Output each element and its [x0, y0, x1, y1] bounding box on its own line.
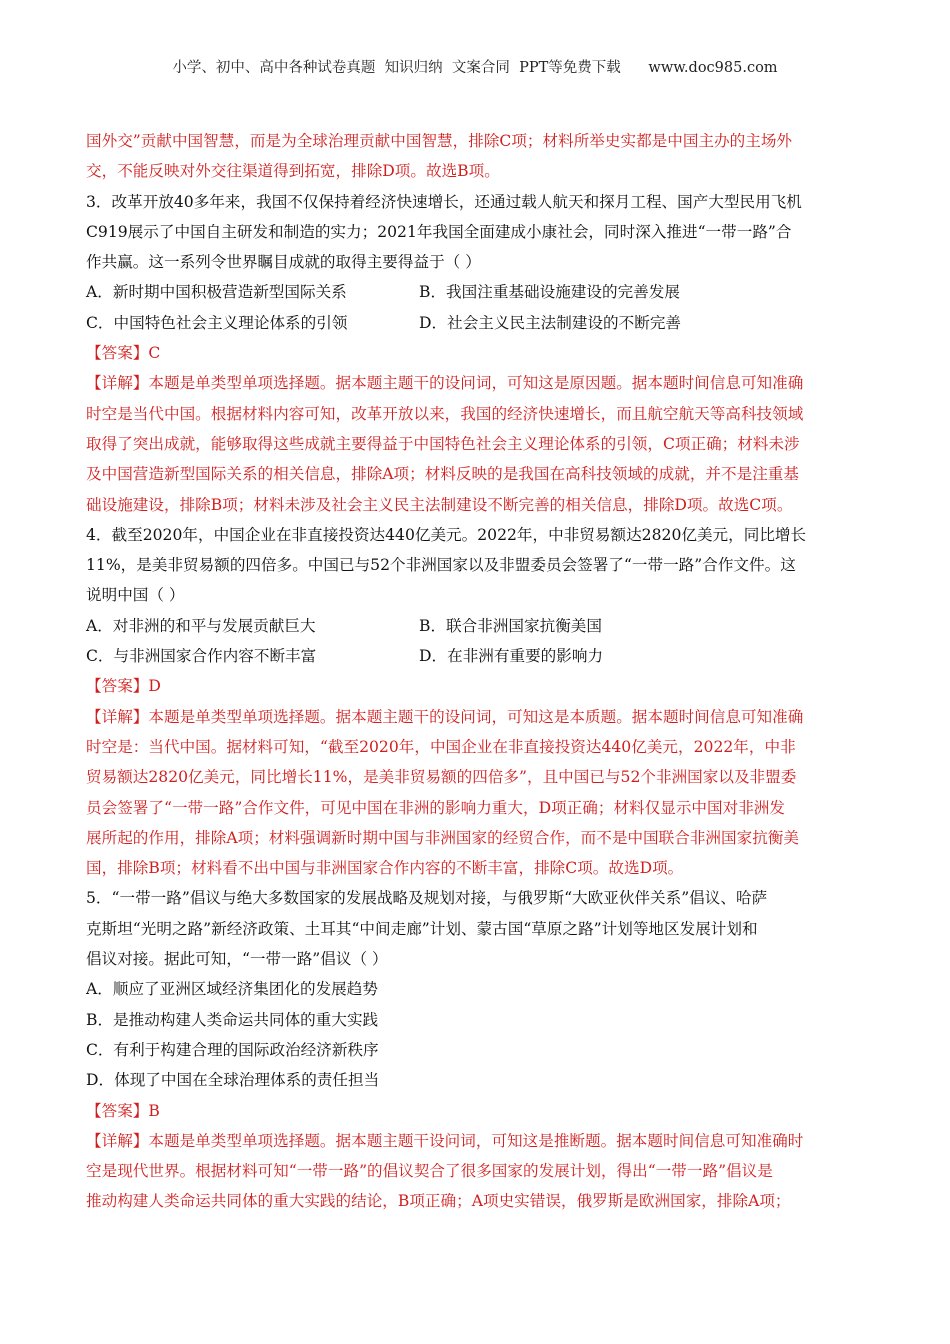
page-header: 小学、初中、高中各种试卷真题 知识归纳 文案合同 PPT等免费下载 www.doc985.com — [172, 60, 778, 76]
q4-explain-line: 贸易额达2820亿美元，同比增长11%，是美非贸易额的四倍多”，且中国已与52个非洲国家以及非盟委 — [86, 768, 797, 787]
q5-explain-line: 空是现代世界。根据材料可知“一带一路”的倡议契合了很多国家的发展计划，得出“一带一路”倡议是 — [86, 1162, 773, 1181]
q5-stem-line: 5．“一带一路”倡议与绝大多数国家的发展战略及规划对接，与俄罗斯“大欧亚伙伴关系”倡议、哈萨 — [86, 889, 768, 908]
q4-explain-line: 国，排除B项；材料看不出中国与非洲国家合作内容的不断丰富，排除C项。故选D项。 — [86, 859, 684, 878]
q4-option-b: B．联合非洲国家抗衡美国 — [419, 616, 602, 635]
q4-answer: 【答案】D — [86, 677, 161, 696]
page-content — [86, 126, 862, 1217]
q4-option-d: D．在非洲有重要的影响力 — [419, 647, 604, 666]
q4-option-a: A．对非洲的和平与发展贡献巨大 — [86, 616, 316, 635]
q3-option-d: D．社会主义民主法制建设的不断完善 — [419, 313, 682, 332]
q4-stem-line: 说明中国（ ） — [86, 586, 185, 605]
q4-options-row — [86, 611, 862, 641]
q3-explain-line: 时空是当代中国。根据材料内容可知，改革开放以来，我国的经济快速增长，而且航空航天等高科技领域 — [86, 404, 804, 423]
q5-stem-line: 倡议对接。据此可知，“一带一路”倡议（ ） — [86, 950, 388, 969]
q5-answer: 【答案】B — [86, 1101, 160, 1120]
q3-option-a: A．新时期中国积极营造新型国际关系 — [86, 283, 347, 302]
q3-options-row — [86, 308, 862, 338]
q4-stem-line: 11%，是美非贸易额的四倍多。中国已与52个非洲国家以及非盟委员会签署了“一带一路”合作文件。这 — [86, 556, 796, 575]
q4-stem-line: 4．截至2020年，中国企业在非直接投资达440亿美元。2022年，中非贸易额达2820亿美元，同比增长 — [86, 525, 807, 544]
q4-explain-line: 员会签署了“一带一路”合作文件，可见中国在非洲的影响力重大，D项正确；材料仅显示中国对非洲发 — [86, 798, 785, 817]
q3-stem-line: 作共赢。这一系列令世界瞩目成就的取得主要得益于（ ） — [86, 253, 481, 272]
q4-explain-line: 【详解】本题是单类型单项选择题。据本题主题干的设问词，可知这是本质题。据本题时间信息可知准确 — [86, 707, 804, 726]
q5-option-a: A．顺应了亚洲区域经济集团化的发展趋势 — [86, 980, 378, 999]
q3-explain-line: 【详解】本题是单类型单项选择题。据本题主题干的设问词，可知这是原因题。据本题时间信息可知准确 — [86, 374, 804, 393]
q4-explain-line: 展所起的作用，排除A项；材料强调新时期中国与非洲国家的经贸合作，而不是中国联合非洲国家抗衡美 — [86, 828, 799, 847]
q3-option-b: B．我国注重基础设施建设的完善发展 — [419, 283, 680, 302]
q3-explain-line: 础设施建设，排除B项；材料未涉及社会主义民主法制建设不断完善的相关信息，排除D项。故选C项。 — [86, 495, 793, 514]
q5-option-b: B．是推动构建人类命运共同体的重大实践 — [86, 1010, 379, 1029]
q5-option-c: C．有利于构建合理的国际政治经济新秩序 — [86, 1040, 379, 1059]
q5-option-d: D．体现了中国在全球治理体系的责任担当 — [86, 1071, 380, 1090]
q3-explain-line: 及中国营造新型国际关系的相关信息，排除A项；材料反映的是我国在高科技领域的成就，并不是注重基 — [86, 465, 799, 484]
q3-answer: 【答案】C — [86, 344, 161, 363]
q3-explain-line: 取得了突出成就，能够取得这些成就主要得益于中国特色社会主义理论体系的引领，C项正确；材料未涉 — [86, 434, 800, 453]
q5-explain-line: 【详解】本题是单类型单项选择题。据本题主题干设问词，可知这是推断题。据本题时间信息可知准确时 — [86, 1131, 804, 1150]
q3-options-row — [86, 277, 862, 307]
q5-explain-line: 推动构建人类命运共同体的重大实践的结论，B项正确；A项史实错误，俄罗斯是欧洲国家，排除A项； — [86, 1192, 791, 1211]
q3-stem-line: 3．改革开放40多年来，我国不仅保持着经济快速增长，还通过载人航天和探月工程、国产大型民用飞机 — [86, 192, 802, 211]
q4-option-c: C．与非洲国家合作内容不断丰富 — [86, 647, 317, 666]
q4-options-row — [86, 641, 862, 671]
q5-stem-line: 克斯坦“光明之路”新经济政策、土耳其“中间走廊”计划、蒙古国“草原之路”计划等地区发展计划和 — [86, 919, 758, 938]
q3-stem-line: C919展示了中国自主研发和制造的实力；2021年我国全面建成小康社会，同时深入推进“一带一路”合 — [86, 222, 792, 241]
intro-line: 交，不能反映对外交往渠道得到拓宽，排除D项。故选B项。 — [86, 162, 500, 181]
q4-explain-line: 时空是：当代中国。据材料可知，“截至2020年，中国企业在非直接投资达440亿美元，2022年，中非 — [86, 737, 796, 756]
intro-line: 国外交”贡献中国智慧，而是为全球治理贡献中国智慧，排除C项；材料所举史实都是中国主办的主场外 — [86, 132, 793, 150]
q3-option-c: C．中国特色社会主义理论体系的引领 — [86, 313, 348, 332]
